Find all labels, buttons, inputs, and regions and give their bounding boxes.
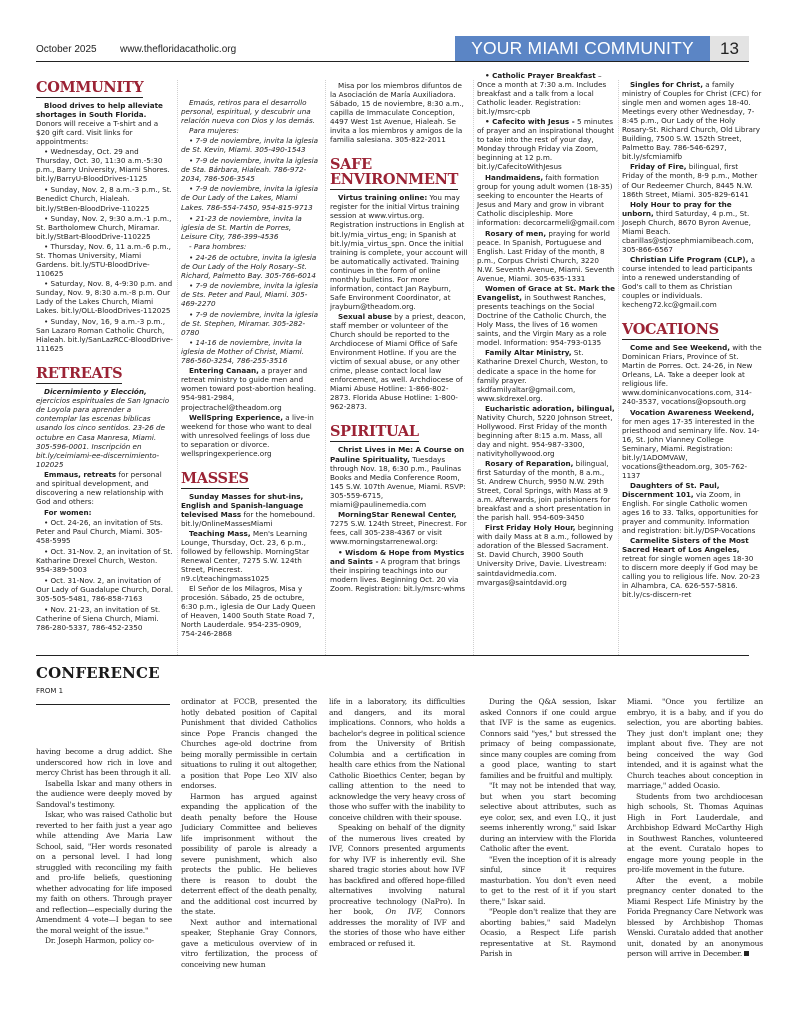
listing-morningstar: MorningStar Renewal Center, 7275 S.W. 124th Street, Pinecrest. For fees, call 305-238-4367 or visit www.morningstarrenewal.org:: [330, 509, 467, 546]
listing-shutins: Sunday Masses for shut-ins, English and Spanish-language televised Mass for the homebound. bit.ly/OnlineMassesMiami: [181, 491, 315, 528]
section-heading-safe-environment: SAFE ENVIRONMENT: [330, 156, 459, 189]
list-item: • Nov. 21-23, an invitation of St. Catherine of Siena Church, Miami. 786-280-5337, 786-452-2350: [36, 605, 161, 633]
listing-family-altar: Family Altar Ministry, St. Katharine Drexel Church, Weston, to dedicate a space in the home for family prayer. skdfamilyaltar@gmail.com, www.skdrexel.org.: [477, 348, 608, 403]
mujeres-label: Para mujeres:: [189, 126, 239, 136]
section-heading-spiritual: SPIRITUAL: [330, 423, 419, 441]
section-heading-retreats: RETREATS: [36, 365, 123, 383]
book-title: On IVF,: [385, 907, 423, 916]
article-paragraph: Speaking on behalf of the dignity of the numerous lives created by IVF, Connors presented arguments for why IVF is inherently evil. She shared tragic stories about how IVF has backfired and offered hope-filled alternatives involving natural procreative technology (NaPro). In her book, On IVF, Connors addresses the morality of IVF and the stories of those who have either embraced or refused it.: [329, 823, 465, 948]
article-title: CONFERENCE: [36, 664, 160, 682]
listing-adoration: Eucharistic adoration, bilingual, Nativity Church, 5220 Johnson Street, Hollywood. First Friday of the month beginning after 8:15 a.m. Mass, all day and night. 954-987-3300, nativityhollywood.org: [477, 403, 615, 458]
list-item: • Wisdom & Hope from Mystics and Saints - A program that brings their inspiring teachings into our modern lives. Beginning Oct. 20 via Zoom. Registration: bit.ly/msrc-whms: [330, 547, 465, 594]
jump-label: FROM 1: [36, 687, 64, 695]
article-paragraph: Iskar, who was raised Catholic but reverted to her faith just a year ago while attending Ave Maria Law School, said, "Her words resonated on a personal level. I had long struggled with reconciling my faith and pro-life beliefs, questioning whether advocating for life imposed my faith on others. Through prayer and reflection—especially during the Amendment 4 vote—I began to see the moral weight of the issue.": [36, 810, 172, 935]
end-mark-icon: [744, 951, 749, 956]
listing-friday-fire: Friday of Fire, bilingual, first Friday of the month, 8-9 p.m., Mother of Our Redeemer Church, 8445 N.W. 186th Street, Miami. 305-829-6141: [622, 162, 758, 199]
page-number: 13: [710, 36, 749, 61]
article-paragraph: Isabella Iskar and many others in the audience were deeply moved by Sandoval's testimony.: [36, 778, 172, 809]
article-column-1: [36, 747, 172, 947]
listings-area: [36, 71, 762, 655]
listing-carmelite-sisters: Carmelite Sisters of the Most Sacred Heart of Los Angeles, retreat for single women ages 18-30 to discern more deeply if God may be calling you to religious life. Nov. 20-23 in Alhambra, CA. 626-557-5816. bit.ly/cs-discern-ret: [622, 536, 760, 600]
column-divider: [177, 80, 178, 655]
listing-blood-drives: Blood drives to help alleviate shortages in South Florida. Donors will receive a T-shirt and a $20 gift card. Visit links for appointments:: [36, 101, 163, 147]
section-divider: [36, 655, 749, 656]
listing-column-3: [330, 16, 468, 594]
list-item: • Sunday, Nov. 2, 8 a.m.-3 p.m., St. Benedict Church, Hialeah. bit.ly/StBen-BloodDrive-110225: [36, 185, 172, 213]
listing-difuntos: Misa por los miembros difuntos de la Asociación de María Auxiliadora. Sábado, 15 de noviembre, 8:30 a.m., capilla de Immaculate Conception, 4497 West 1st Avenue, Hialeah. Se invita a los miembros y amigos de la familia salesiana. 305-822-2011: [330, 81, 464, 145]
header-rule: [36, 704, 170, 705]
listing-women-of-grace: Women of Grace at St. Mark the Evangelist, in Southwest Ranches, presents teachings on the Social Doctrine of the Catholic Church, the Holy Mass, the lives of 16 women saints, and the Virgin Mary as a role model. Information: 954-793-0135: [477, 284, 615, 348]
list-item: • Thursday, Nov. 6, 11 a.m.-6 p.m., St. Thomas University, Miami Gardens. bit.ly/STU-BloodDrive-110625: [36, 241, 171, 278]
listing-discernimiento: Dicernimiento y Elección, ejercicios espirituales de San Ignacio de Loyola para aprender a contemplar las escenas bíblicas usando los cinco sentidos. 23-26 de octubre en Casa Manresa, Miami. 305-596-0001. Inscripción en bit.ly/ceimiami-ee-discernimiento-102025: [36, 387, 170, 469]
list-item: • 7-9 de noviembre, invita la iglesia de Sta. Bárbara, Hialeah. 786-972-2034, 786-506-3545: [181, 156, 319, 184]
article-column-5: [627, 697, 763, 960]
article-paragraph: After the event, a mobile pregnancy center donated to the Miami Respect Life Ministry by the Forida Pregnancy Care Network was blessed by Archbishop Thomas Wenski. Curatalo added that another unit, donated by an anonymous person will arrive in December.: [627, 875, 763, 958]
list-item: • 7-9 de noviembre, invita la iglesia de Our Lady of the Lakes, Miami Lakes. 786-554-7450, 954-815-9713: [181, 184, 319, 212]
listing-column-1: [36, 80, 174, 633]
list-item: • Oct. 31-Nov. 2, an invitation of St. Katharine Drexel Church, Weston. 954-389-5003: [36, 547, 173, 575]
section-heading-community: COMMUNITY: [36, 79, 144, 96]
article-paragraph: Students from two archdiocesan high schools, St. Thomas Aquinas High in Fort Lauderdale, and Archbishop Edward McCarthy High in Southwest Ranches, volunteered at the event. Curatalo hopes to engage more young people in the pro-life movement in the future.: [627, 791, 763, 874]
listing-come-and-see: Come and See Weekend, with the Dominican Friars, Province of St. Martin de Porres. Oct. 24-26, in New Orleans, LA. Take a deeper look at religious life. www.dominicanvocations.com, 314-240-3537, vocations@opsouth.org: [622, 343, 762, 407]
list-item: • Sunday, Nov, 16, 9 a.m.-3 p.m., San Lazaro Roman Catholic Church, Hialeah. bit.ly/SanLazRCC-BloodDrive-111625: [36, 317, 173, 354]
list-item: • 14-16 de noviembre, invita la iglesia de Mother of Christ, Miami. 786-560-3254, 786-255-3516: [181, 338, 305, 366]
listing-column-5: [622, 80, 762, 600]
article-paragraph: Harmon has argued against expanding the application of the death penalty before the House Judiciary Committee and believes life imprisonment without the possibility of parole is already a severe punishment, which also protects the public. He believes there is reason to doubt the deterrent effect of the death penalty, and the additional cost incurred by the state.: [181, 791, 317, 916]
listing-milagros: El Señor de los Milagros, Misa y procesión. Sábado, 25 de octubre, 6:30 p.m., iglesia de Our Lady Queen of Heaven, 1400 South State Road 7, North Lauderdale. 954-235-0909, 754-246-2868: [181, 584, 316, 639]
list-item: • 7-9 de noviembre, invita la iglesia de St. Stephen, Miramar. 305-282-0780: [181, 310, 319, 338]
column-divider: [473, 80, 474, 655]
section-banner: YOUR MIAMI COMMUNITY: [455, 36, 710, 61]
listing-vocation-awareness: Vocation Awareness Weekend, for men ages 17-35 interested in the priesthood and seminary life. Nov. 14-16, St. John Vianney College Seminary, Miami. Registration: bit.ly/1ADOMVAW, vocations@theadom.org, 305-762-1137: [622, 407, 760, 480]
article-column-3: [329, 697, 465, 949]
listing-teaching-mass: Teaching Mass, Men's Learning Lounge, Thursday, Oct. 23, 6 p.m., followed by fellowship. MorningStar Renewal Center, 7275 S.W. 124th Street, Pinecrest. n9.cl/teachingmass1025: [181, 528, 310, 584]
article-paragraph: life in a laboratory, its difficulties and dangers, and its moral implications. Connors, who holds a bachelor's degree in political science from the University of British Columbia and a certification in health care ethics from the National Catholic Bioethics Center, began by calling attention to the need to acknowledge the very heavy cross of those who suffer with the inability to conceive children with their spouse.: [329, 697, 465, 822]
article-column-2: [181, 697, 317, 970]
listing-holy-hour-unborn: Holy Hour to pray for the unborn, third Saturday, 4 p.m., St. Joseph Church, 8670 Byron Avenue, Miami Beach. cbarillas@stjosephmiamibeach.com, 305-866-6567: [622, 199, 754, 254]
listing-holy-hour: First Friday Holy Hour, beginning with daily Mass at 8 a.m., followed by adoration of the Blessed Sacrament. St. David Church, 3900 South University Drive, Davie. Livestream: saintdavidmedia.com. mvargas@saintdavid.org: [477, 523, 614, 587]
list-item: • Saturday, Nov. 8, 4-9:30 p.m. and Sunday, Nov. 9, 8:30 a.m.-8 p.m. Our Lady of the Lakes Church, Miami Lakes. bit.ly/OLL-BloodDrives-112025: [36, 278, 173, 316]
article-paragraph: "It may not be intended that way, but when you start becoming selective about attributes, such as eye color, sex, and even I.Q., it just seems inherently wrong," said Iskar during an interview with the Florida Catholic after the event.: [480, 781, 616, 853]
listing-virtus: Virtus training online: You may register for the initial Virtus training session at www.virtus.org. Registration instructions in English at bit.ly/mia_virtus_eng; in Spanish at bit.ly/mia_virtus_spn. Once the initial training is complete, your account will be automatically activated. Training continues in the form of online monthly bulletins. For more information, contact Jan Rayburn, Safe Environment Coordinator, at jrayburn@theadom.org.: [330, 193, 468, 311]
article-paragraph: "Even the inception of it is already sinful, since it requires masturbation. You don't even need to get to the rest of it if you start there," Iskar said.: [480, 854, 616, 906]
section-heading-masses: MASSES: [181, 469, 249, 487]
website-link[interactable]: www.thefloridacatholic.org: [120, 44, 237, 55]
listing-entering-canaan: Entering Canaan, a prayer and retreat ministry to guide men and women toward post-abortion healing. 954-981-2984, projectrachel@theadom.org: [181, 366, 316, 412]
article-paragraph: "People don't realize that they are aborting babies," said Madelyn Ocasio, a Respect Life parish representative at St. Raymond Parish in: [480, 907, 616, 958]
list-item: • 24-26 de octubre, invita la iglesia de Our Lady of the Holy Rosary–St. Richard, Palmetto Bay. 305-766-6014: [181, 252, 317, 280]
section-heading-vocations: VOCATIONS: [622, 321, 719, 339]
list-item: • Wednesday, Oct. 29 and Thursday, Oct. 30, 11:30 a.m.-5:30 p.m., Barry University, Miami Shores. bit.ly/BarryU-BloodDrives-1125: [36, 147, 170, 184]
article-paragraph: During the Q&A session, Iskar asked Connors if one could argue that IVF is the same as eugenics. Connors said "yes," but stressed the primacy of being compassionate, since many couples are coming from a good place, wanting to start families and be fruitful and multiply.: [480, 697, 616, 780]
article-paragraph: Next author and international speaker, Stephanie Gray Connors, gave a meticulous overview of in vitro fertilization, the process of conceiving new human: [181, 917, 317, 969]
article-paragraph: having become a drug addict. She underscored how rich in love and mercy Christ has been through it all.: [36, 747, 172, 777]
listing-handmaidens: Handmaidens, faith formation group for young adult women (18-35) seeking to encounter the Hearts of Jesus and Mary and grow in vibrant Catholic discipleship. More information: decorcarmeli@gmail.com: [477, 172, 615, 227]
article-paragraph: Dr. Joseph Harmon, policy co-: [45, 936, 155, 945]
list-item: • Sunday, Nov. 2, 9:30 a.m.-1 p.m., St. Bartholomew Church, Miramar. bit.ly/StBart-BloodDrive-110225: [36, 213, 172, 241]
column-divider: [618, 80, 619, 655]
listing-clp: Christian Life Program (CLP), a course intended to lead participants into a renewed understanding of God's call to them as Christian couples or individuals. kecheng72.kc@gmail.com: [622, 254, 756, 310]
column-divider: [325, 80, 326, 655]
listing-singles: Singles for Christ, a family ministry of Couples for Christ (CFC) for single men and women ages 18-40. Meetings every other Wednesday, 7-8:45 p.m., Our Lady of the Holy Rosary-St. Richard Church, Old Library Building, 7500 S.W. 152th Street, Palmetto Bay. 786-546-6297, bit.ly/sfcmiamifb: [622, 80, 762, 162]
list-item: • Oct. 24-26, an invitation of Sts. Peter and Paul Church, Miami. 305-458-5995: [36, 517, 163, 546]
listing-daughters-st-paul: Daughters of St. Paul, Discernment 101, via Zoom, in English. For single Catholic women ages 16 to 33. Talks, opportunities for prayer and community. Information and registration: bit.ly/DSP-Vocations: [622, 480, 759, 536]
issue-date: October 2025: [36, 44, 97, 55]
listing-christ-lives: Christ Lives in Me: A Course on Pauline Spirituality, Tuesdays through Nov. 18, 6:30 p.m., Paulinas Books and Media Conference Room, 145 S.W. 107th Avenue, Miami. RSVP: 305-559-6715, miami@paulinemedia.com: [330, 445, 466, 509]
list-item: • 7-9 de noviembre, invita la iglesia de St. Kevin, Miami. 305-490-1543: [181, 136, 319, 155]
article-paragraph: Miami. "Once you fertilize an embryo, it is a baby, and if you do selection, you are aborting babies. They just don't implant one; they implant about five. They are not being conceived the way God intended, and it is against what the Church teaches about conception in marriage," added Ocasio.: [627, 697, 763, 790]
listing-column-4: [477, 71, 615, 588]
hombres-label: - Para hombres:: [189, 241, 247, 251]
list-item: • Oct. 31-Nov. 2, an invitation of Our Lady of Guadalupe Church, Doral. 305-505-5481, 786-858-7163: [36, 576, 174, 604]
listing-wellspring: WellSpring Experience, a live-in weekend for those who want to deal with unresolved feelings of loss due to separation or divorce. wellspringexperience.org: [181, 412, 314, 458]
list-item: • Catholic Prayer Breakfast – Once a month at 7:30 a.m. Includes breakfast and a talk from a local Catholic leader. Registration: bit.ly/msrc-cpb: [477, 71, 607, 117]
women-label: For women:: [44, 507, 92, 517]
listing-rosary-reparation: Rosary of Reparation, bilingual, first Saturday of the month, 8 a.m., St. Andrew Church, 9950 N.W. 29th Street, Coral Springs, with Mass at 9 a.m. Afterwards, join parishioners for breakfast and a short presentation in the parish hall. 954-609-3450: [477, 458, 611, 523]
listing-emaus-es: Emaús, retiros para el desarrollo personal, espiritual, y descubrir una relación nueva con Dios y los demás.: [181, 98, 315, 126]
list-item: • 21-23 de noviembre, invita la iglesia de St. Martin de Porres, Leisure City, 786-399-4536: [181, 213, 302, 241]
list-item: • 7-9 de noviembre, invita la iglesia de Sts. Peter and Paul, Miami. 305-469-2270: [181, 280, 319, 308]
listing-column-2: [181, 80, 319, 640]
listing-rosary-men: Rosary of men, praying for world peace. In Spanish, Portuguese and English. Last Friday of the month, 8 p.m., Corpus Christi Church, 3220 N.W. Seventh Avenue, Miami. Seventh Avenue, Miami. 305-635-1331: [477, 228, 615, 284]
listing-sexual-abuse: Sexual abuse by a priest, deacon, staff member or volunteer of the Church should be reported to the Archdiocese of Miami Office of Safe Environment Hotline. If you are the victim of sexual abuse, or any other crime, please contact local law enforcement, as well. Archdiocese of Miami Abuse Hotline: 1-866-802-2873. Florida Abuse Hotline: 1-800-962-2873.: [330, 311, 466, 412]
list-item: • Cafecito with Jesus - 5 minutes of prayer and an inspirational thought to take into the rest of your day, Monday through Friday via Zoom, beginning at 12 p.m. bit.ly/CafecitoWithJesus: [477, 117, 615, 172]
listing-emmaus: Emmaus, retreats for personal and spiritual development, and discovering a new relationship with God and others:: [36, 469, 164, 506]
article-paragraph: ordinator at FCCB, presented the hotly debated position of Capital Punishment that divided Catholics since Pope Francis changed the Churches age-old doctrine from being morally permissible in certain situations to ruling it out altogether, a position that Pope Leo XIV also endorses.: [181, 697, 317, 790]
article-column-4: [480, 697, 616, 960]
article-header: [36, 664, 170, 705]
